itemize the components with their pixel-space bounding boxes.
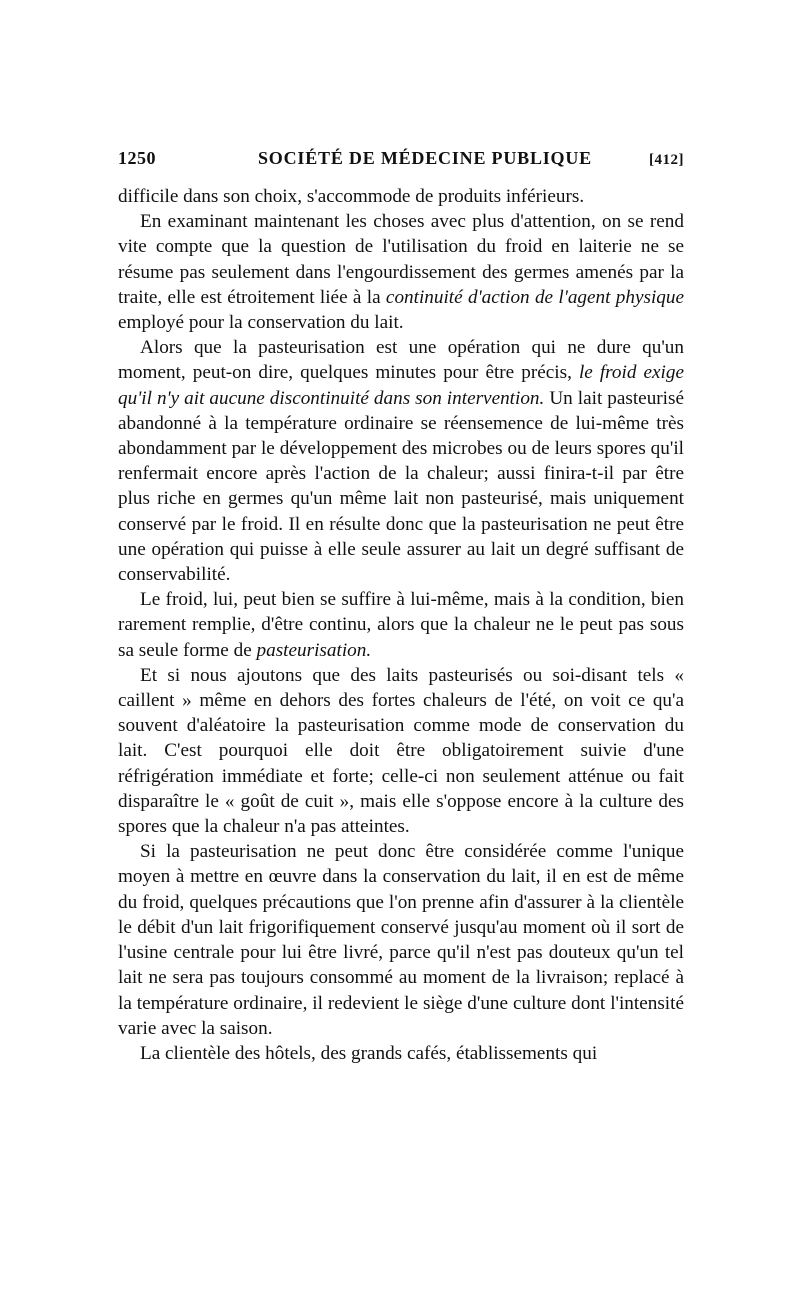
paragraph [118,335,684,587]
paragraph [118,839,684,1041]
paragraph [118,1041,684,1066]
paragraph [118,587,684,663]
paragraph [118,209,684,335]
page-number: 1250 [118,148,156,168]
italic-run: continuité d'action de l'agent physique [385,286,684,308]
text-run: Le froid, lui, peut bien se suffire à lui-même, mais à la condition, bien rarement remplie, d'être continu, alors que la chaleur ne le peut pas sous sa seule forme de [118,589,684,661]
text-run: Alors que la pasteurisation est une opération qui ne dure qu'un moment, peut-on dire, quelques minutes pour être précis, [118,337,684,384]
body-text [118,184,684,1066]
running-title: SOCIÉTÉ DE MÉDECINE PUBLIQUE [258,148,592,168]
running-head [118,148,684,178]
book-page [118,148,684,1066]
text-run: En examinant maintenant les choses avec plus d'attention, on se rend vite compte que la question de l'utilisation du froid en laiterie ne se résume pas seulement dans l'engourdissement des germes amenés par la traite, elle est étroitement liée à la [118,211,684,308]
text-run: employé pour la conservation du lait. [118,312,404,334]
italic-run: pasteurisation. [256,639,372,661]
paragraph [118,184,684,209]
bracketed-page-number: [412] [649,152,684,168]
text-run: Si la pasteurisation ne peut donc être considérée comme l'unique moyen à mettre en œuvre dans la conservation du lait, il en est de même du froid, quelques précautions que l'on prenne afin d'assurer à la clientèle le débit d'un lait frigorifiquement conservé jusqu'au moment où il sort de l'usine centrale pour lui être livré, parce qu'il n'est pas douteux qu'un tel lait ne sera pas toujours consommé au moment de la livraison; replacé à la température ordinaire, il redevient le siège d'une culture dont l'intensité varie avec la saison. [118,841,684,1039]
text-run: Et si nous ajoutons que des laits pasteurisés ou soi-disant tels « caillent » même en dehors des fortes chaleurs de l'été, on voit ce qu'a souvent d'aléatoire la pasteurisation comme mode de conservation du lait. C'est pourquoi elle doit être obligatoirement suivie d'une réfrigération immédiate et forte; celle-ci non seulement atténue ou fait disparaître le « goût de cuit », mais elle s'oppose encore à la culture des spores que la chaleur n'a pas atteintes. [118,664,684,838]
text-run: difficile dans son choix, s'accommode de produits inférieurs. [118,186,585,207]
text-run: Un lait pasteurisé abandonné à la température ordinaire se réensemence de lui-même très abondamment par le développement des microbes ou de leurs spores qu'il renfermait encore après l'action de la chaleur; aussi finira-t-il par être plus riche en germes qu'un même lait non pasteurisé, mais uniquement conservé par le froid. Il en résulte donc que la pasteurisation ne peut être une opération qui puisse à elle seule assurer au lait un degré suffisant de conservabilité. [118,387,684,586]
paragraph [118,663,684,839]
italic-run: le froid exige qu'il n'y ait aucune discontinuité dans son intervention. [118,362,684,409]
text-run: La clientèle des hôtels, des grands cafés, établissements qui [140,1042,598,1064]
